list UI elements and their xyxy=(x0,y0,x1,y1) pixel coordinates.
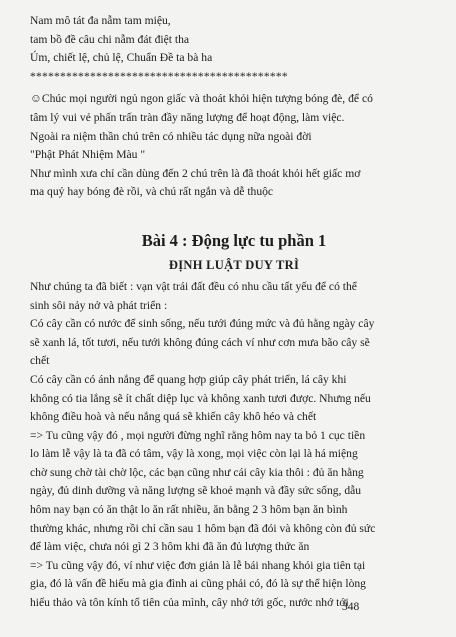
paragraph-line: Như mình xưa chỉ cần dùng đến 2 chú trên là đã thoát khỏi hết giấc mơ xyxy=(30,166,361,180)
body-line: hôm nay bạn có ăn thật lo ăn rất nhiều, ăn bằng 2 3 hôm bạn ăn bình xyxy=(30,503,348,517)
body-line: Có cây cần có ánh nắng để quang hợp giúp cây phát triển, lá cây khi xyxy=(30,372,347,386)
paragraph-line: tâm lý vui vẻ phấn trấn tràn đầy năng lượng để hoạt động, làm việc. xyxy=(30,110,345,124)
body-line: => Tu cũng vậy đó , mọi người đừng nghĩ rằng hôm nay ta bỏ 1 cục tiền xyxy=(30,428,366,442)
body-line: để làm việc, chưa nói gì 2 3 hôm khi đã ăn đủ lượng thức ăn xyxy=(30,540,310,554)
body-line: lo làm lễ vậy là ta đã có tâm, vậy là xong, mọi việc còn lại là há miệng xyxy=(30,447,358,461)
body-line: => Tu cũng vậy đó, ví như việc đơn giản là lễ bái nhang khói gia tiên tại xyxy=(30,558,366,572)
body-line: không điều hoà và nếu nắng quá sẽ khiến cây khô héo và chết xyxy=(30,410,317,424)
body-line: thường khác, nhưng rồi chỉ cần sau 1 hôm bạn đã đói và không còn đủ sức xyxy=(30,521,376,535)
paragraph-line: ma quỷ hay bóng đè rồi, và chú rất ngắn và dễ thuộc xyxy=(30,185,274,199)
paragraph-line: Ngoài ra niệm thần chú trên có nhiều tác dụng nữa ngoài đời xyxy=(30,129,312,143)
body-line: sinh sôi nảy nở và phát triển : xyxy=(30,298,168,312)
paragraph-line: ☺Chúc mọi người ngủ ngon giấc và thoát khỏi hiện tượng bóng đè, để có xyxy=(30,92,373,106)
star-divider: ******************************************* xyxy=(30,69,288,83)
body-line: hiếu thảo và tôn kính tổ tiên của mình, cây nhớ tới gốc, nước nhớ tới xyxy=(30,596,349,610)
chant-line: Úm, chiết lệ, chủ lệ, Chuẩn Đề ta bà ha xyxy=(30,51,213,65)
body-line: ngày, đủ dinh dưỡng và năng lượng sẽ khoẻ mạnh và đầy sức sống, dẫu xyxy=(30,484,362,498)
body-line: chờ sung chờ tài chờ lộc, các bạn cũng như cái cây kia thôi : đủ ăn hằng xyxy=(30,465,364,479)
body-line: sẽ xanh lá, tốt tươi, nếu tưới không đúng cách ví như cơn mưa bão cây sẽ xyxy=(30,335,370,349)
body-line: gia, đó là vấn đề hiếu mà gia đình ai cũng phải có, đó là sự thể hiện lòng xyxy=(30,577,366,591)
body-line: Như chúng ta đã biết : vạn vật trái đất đều có nhu cầu tất yếu để có thể xyxy=(30,279,357,293)
spacer xyxy=(30,202,438,224)
chant-line: Nam mô tát đa nẫm tam miệu, xyxy=(30,14,171,27)
chant-line: tam bồ đề câu chi nẫm đát điệt tha xyxy=(30,32,190,46)
section-title: Bài 4 : Động lực tu phần 1 xyxy=(141,230,327,250)
body-line: Có cây cần có nước để sinh sống, nếu tưới đúng mức và đủ hằng ngày cây xyxy=(30,317,375,331)
section-subtitle: ĐỊNH LUẬT DUY TRÌ xyxy=(168,257,300,272)
body-line: không có tia lắng sẽ ít chất diệp lục và không xanh tươi được. Nhưng nếu xyxy=(30,391,371,405)
body-line: chết xyxy=(30,354,50,368)
page-text xyxy=(30,12,438,613)
paragraph-line: "Phật Phát Nhiệm Màu " xyxy=(30,148,146,162)
page-number: 348 xyxy=(342,601,360,613)
